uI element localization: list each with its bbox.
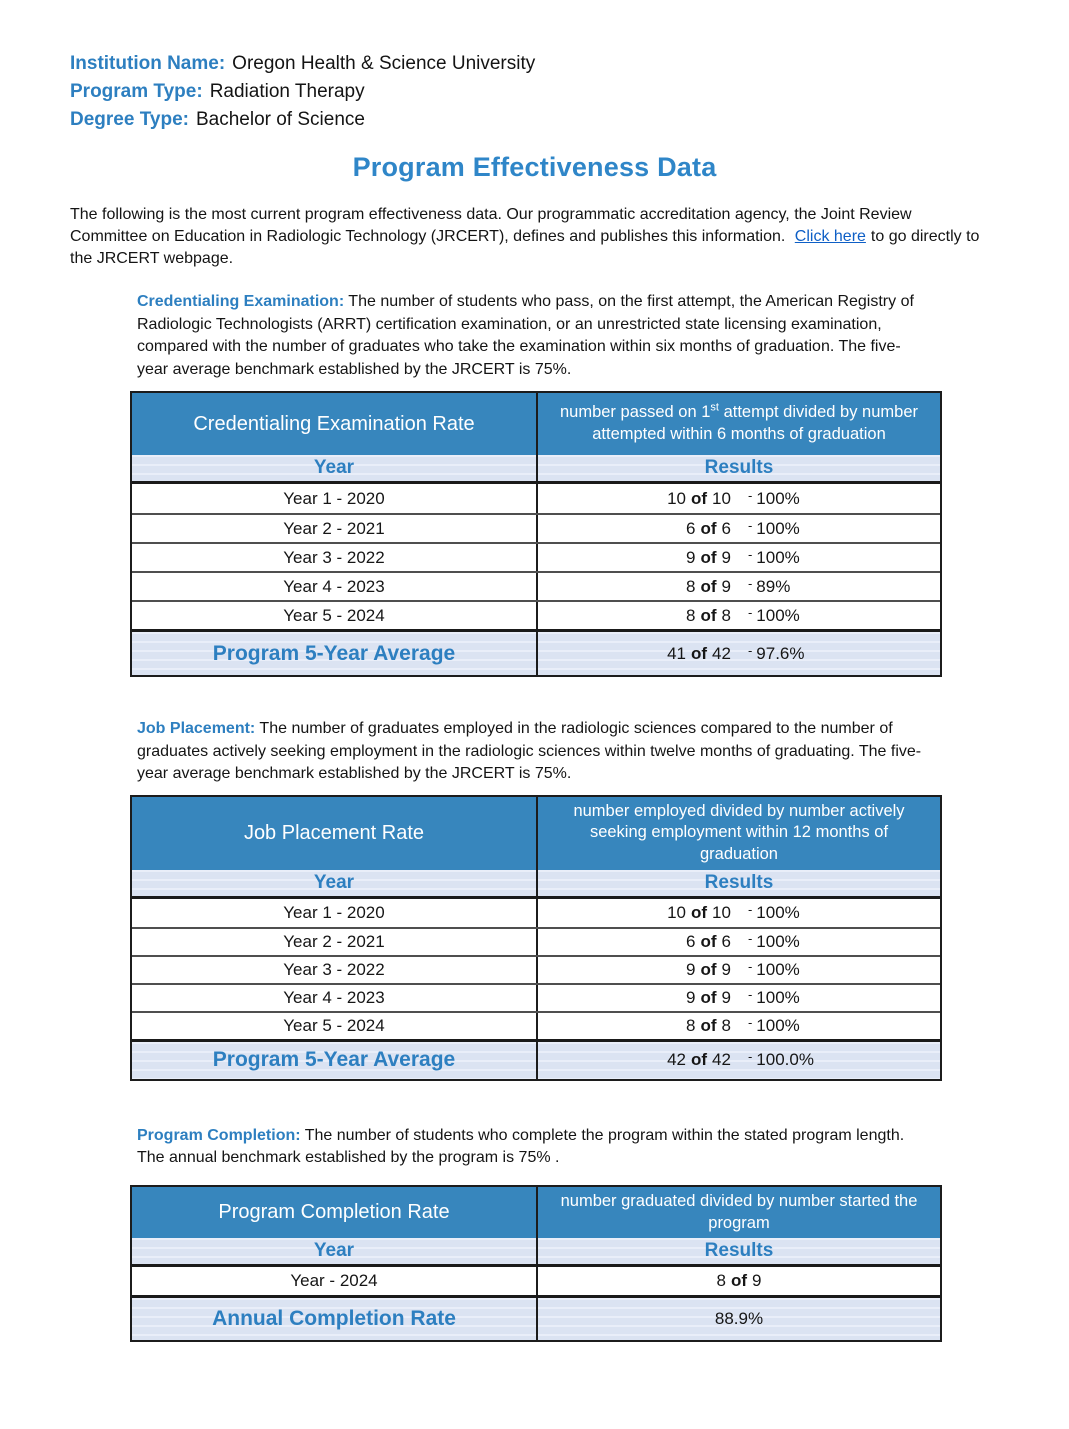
results-column-header: Results — [704, 871, 774, 893]
of-label: of — [700, 959, 717, 979]
results-cell — [538, 1013, 940, 1039]
table-row — [132, 1267, 940, 1295]
percent-value: 100% — [756, 518, 800, 538]
table-row — [132, 1011, 940, 1039]
degree-type-label: Degree Type: — [70, 109, 189, 130]
intro-text-before: The following is the most current program effectiveness data. Our programmatic accreditation agency, the Joint Review Committee on Education in Radiologic Technology (JRCERT), defines and publishes this information. — [70, 206, 912, 245]
results-cell — [538, 985, 940, 1011]
program-type-value: Radiation Therapy — [209, 81, 365, 102]
percent-value: 100% — [756, 902, 800, 922]
results-column-header: Results — [704, 457, 774, 478]
of-label: of — [700, 1015, 717, 1035]
formula-text-rest: attempt divided by number attempted within 6 months of graduation — [592, 403, 919, 443]
year-cell: Year 1 - 2020 — [132, 899, 538, 927]
placement-table — [130, 795, 942, 1081]
institution-value: Oregon Health & Science University — [232, 53, 536, 74]
dash: - — [747, 901, 753, 917]
results-cell — [538, 1267, 940, 1295]
count-passed: 41 — [667, 643, 686, 663]
dash: - — [747, 575, 753, 591]
count-passed: 10 — [667, 488, 686, 508]
degree-type-value: Bachelor of Science — [195, 109, 365, 130]
credentialing-table-formula — [538, 393, 940, 455]
dash: - — [747, 930, 753, 946]
count-passed: 6 — [685, 518, 696, 538]
table-row — [132, 484, 940, 513]
results-cell — [538, 899, 940, 927]
percent-value: 89% — [756, 576, 791, 596]
dash: - — [747, 1014, 753, 1030]
percent-value: 100% — [756, 931, 800, 951]
count-employed: 9 — [685, 959, 696, 979]
of-label: of — [690, 643, 708, 663]
year-cell: Year 1 - 2020 — [132, 484, 538, 513]
count-seeking: 10 — [712, 902, 731, 922]
year-cell: Year 3 - 2022 — [132, 957, 538, 983]
average-label: Program 5-Year Average — [132, 1042, 538, 1079]
year-column-header: Year — [132, 455, 538, 481]
intro-text-after: to go directly to the JRCERT webpage. — [70, 228, 980, 267]
placement-description: The number of graduates employed in the radiologic sciences compared to the number of graduates actively seeking employment in the radiologic sciences within twelve months of graduating. The five-year average benchmark established by the JRCERT is 75%. — [137, 720, 922, 782]
completion-table — [130, 1185, 942, 1343]
year-cell: Year - 2024 — [132, 1267, 538, 1295]
credentialing-table — [130, 391, 942, 677]
results-cell — [538, 544, 940, 571]
percent-value: 100% — [756, 488, 800, 508]
count-employed: 8 — [685, 1015, 696, 1035]
count-employed: 10 — [667, 902, 686, 922]
table-row — [132, 955, 940, 983]
credentialing-table-header — [132, 393, 940, 455]
placement-subheader-row — [132, 870, 940, 899]
count-attempted: 42 — [712, 643, 731, 663]
completion-table-formula: number graduated divided by number started the program — [560, 1191, 918, 1232]
percent-value: 100% — [756, 987, 800, 1007]
percent-value: 100.0% — [756, 1050, 814, 1070]
formula-text: number passed on 1 — [559, 403, 711, 422]
placement-table-title: Job Placement Rate — [132, 797, 538, 870]
count-attempted: 8 — [721, 605, 731, 625]
year-cell: Year 3 - 2022 — [132, 544, 538, 571]
completion-rate-row — [132, 1295, 940, 1340]
program-type-label: Program Type: — [70, 81, 203, 102]
completion-lead: Program Completion: — [137, 1126, 301, 1144]
credentialing-average-row — [132, 629, 940, 675]
identification-block — [0, 0, 1069, 134]
credentialing-lead: Credentialing Examination: — [137, 293, 345, 310]
completion-table-header — [132, 1187, 940, 1239]
completion-rate-label: Annual Completion Rate — [132, 1298, 538, 1340]
count-seeking: 9 — [721, 959, 731, 979]
count-attempted: 9 — [721, 547, 731, 567]
results-cell — [538, 929, 940, 955]
table-row — [132, 927, 940, 955]
credentialing-table-title: Credentialing Examination Rate — [132, 393, 538, 455]
formula-superscript: st — [710, 401, 719, 414]
table-row — [132, 513, 940, 542]
dash: - — [747, 546, 753, 562]
percent-value: 100% — [756, 1015, 800, 1035]
results-cell — [538, 573, 940, 600]
percent-value: 97.6% — [756, 643, 805, 663]
results-cell — [538, 515, 940, 542]
count-passed: 8 — [685, 605, 696, 625]
completion-table-title: Program Completion Rate — [132, 1187, 538, 1239]
year-cell: Year 4 - 2023 — [132, 573, 538, 600]
table-row — [132, 571, 940, 600]
count-employed: 9 — [685, 987, 696, 1007]
dash: - — [747, 642, 753, 658]
of-label: of — [700, 987, 717, 1007]
table-row — [132, 542, 940, 571]
of-label: of — [730, 1271, 748, 1291]
count-employed: 6 — [685, 931, 696, 951]
program-type-line — [70, 78, 1069, 106]
results-cell — [538, 602, 940, 629]
results-column-header: Results — [704, 1240, 774, 1262]
institution-line — [70, 50, 1069, 78]
results-cell — [538, 484, 940, 513]
count-seeking: 9 — [721, 987, 731, 1007]
completion-paragraph — [137, 1125, 927, 1170]
credentialing-paragraph — [137, 291, 927, 381]
degree-type-line — [70, 106, 1069, 134]
count-seeking: 42 — [712, 1050, 731, 1070]
count-passed: 8 — [685, 576, 696, 596]
placement-average-row — [132, 1039, 940, 1079]
placement-table-formula: number employed divided by number actively seeking employment within 12 months of graduation — [573, 801, 905, 864]
of-label: of — [700, 518, 717, 538]
count-started: 9 — [752, 1271, 762, 1291]
percent-value: 100% — [756, 605, 800, 625]
count-passed: 9 — [685, 547, 696, 567]
count-graduated: 8 — [716, 1271, 726, 1291]
of-label: of — [690, 902, 708, 922]
average-results-cell — [538, 632, 940, 675]
year-column-header: Year — [132, 870, 538, 896]
count-attempted: 6 — [721, 518, 731, 538]
credentialing-description: The number of students who pass, on the first attempt, the American Registry of Radiologic Technologists (ARRT) certification examination, or an unrestricted state licensing examination, compared with the number of graduates who take the examination within six months of graduation. The five-year average benchmark established by the JRCERT is 75%. — [137, 293, 914, 378]
dash: - — [747, 487, 753, 503]
year-cell: Year 5 - 2024 — [132, 602, 538, 629]
count-employed: 42 — [667, 1050, 686, 1070]
placement-table-header — [132, 797, 940, 870]
year-column-header: Year — [132, 1238, 538, 1264]
placement-paragraph — [137, 718, 927, 786]
placement-lead: Job Placement: — [137, 720, 256, 737]
percent-value: 100% — [756, 547, 800, 567]
year-cell: Year 2 - 2021 — [132, 515, 538, 542]
year-cell: Year 5 - 2024 — [132, 1013, 538, 1039]
count-seeking: 8 — [721, 1015, 731, 1035]
percent-value: 100% — [756, 959, 800, 979]
year-cell: Year 4 - 2023 — [132, 985, 538, 1011]
table-row — [132, 899, 940, 927]
of-label: of — [700, 605, 717, 625]
dash: - — [747, 986, 753, 1002]
of-label: of — [690, 488, 708, 508]
completion-description: The number of students who complete the program within the stated program length. The annual benchmark established by the program is 75% . — [137, 1126, 905, 1167]
jrcert-link[interactable]: Click here — [794, 228, 866, 245]
table-row — [132, 600, 940, 629]
dash: - — [747, 1049, 753, 1065]
year-cell: Year 2 - 2021 — [132, 929, 538, 955]
dash: - — [747, 517, 753, 533]
count-attempted: 10 — [712, 488, 731, 508]
average-results-cell — [538, 1042, 940, 1079]
results-cell — [538, 957, 940, 983]
of-label: of — [700, 576, 717, 596]
table-row — [132, 983, 940, 1011]
average-label: Program 5-Year Average — [132, 632, 538, 675]
page-title: Program Effectiveness Data — [352, 152, 717, 182]
count-seeking: 6 — [721, 931, 731, 951]
dash: - — [747, 958, 753, 974]
of-label: of — [700, 547, 717, 567]
institution-label: Institution Name: — [70, 53, 226, 74]
count-attempted: 9 — [721, 576, 731, 596]
dash: - — [747, 604, 753, 620]
completion-subheader-row — [132, 1238, 940, 1267]
completion-rate-value: 88.9% — [714, 1309, 764, 1329]
of-label: of — [690, 1050, 708, 1070]
credentialing-subheader-row — [132, 455, 940, 484]
intro-paragraph — [70, 204, 990, 270]
of-label: of — [700, 931, 717, 951]
